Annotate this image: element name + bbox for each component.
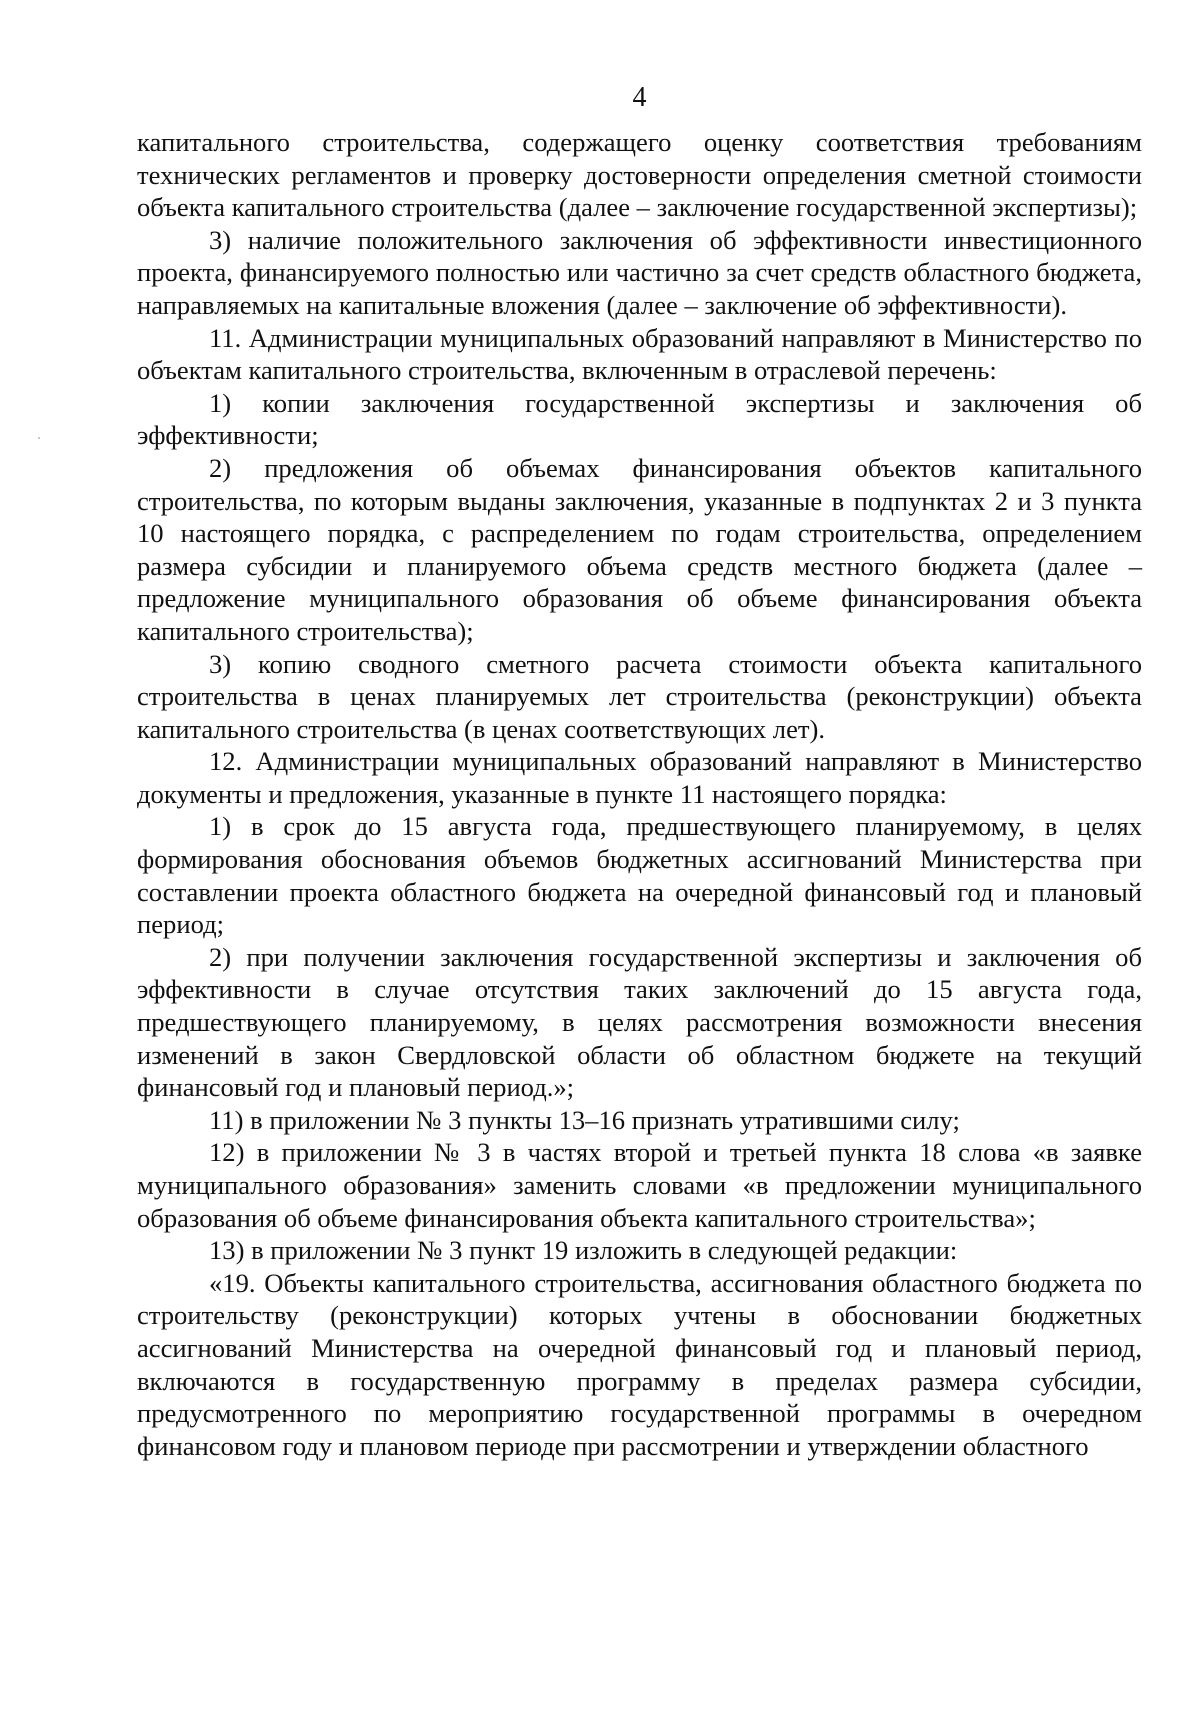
scan-dot — [38, 437, 40, 439]
page-number: 4 — [632, 82, 647, 113]
paragraph-point-11: 11. Администрации муниципальных образований направляют в Министерство по объектам капитального строительства, включенным в отраслевой перечень: — [137, 322, 1142, 386]
paragraph-point-19-text: «19. Объекты капитального строительства, ассигнования областного бюджета по строительству (реконструкции) которых учтены в обосновании бюджетных ассигнований Министерства на очередной финансовый год и плановый период, включаются в государственную программу в пределах размера субсидии, предусмотренного по мероприятию государственной программы в очередном финансовом году и плановом периоде при рассмотрении и утверждении областного — [137, 1267, 1142, 1461]
document-page — [137, 0, 1142, 1714]
paragraph-point-12-item-1: 1) в срок до 15 августа года, предшествующего планируемому, в целях формирования обоснования объемов бюджетных ассигнований Министерства при составлении проекта областного бюджета на очередной финансовый год и плановый период; — [137, 811, 1142, 940]
paragraph-point-12-item-2: 2) при получении заключения государственной экспертизы и заключения об эффективности в случае отсутствия таких заключений до 15 августа года, предшествующего планируемому, в целях рассмотрения возможности внесения изменений в закон Свердловской области об областном бюджете на текущий финансовый год и плановый период.»; — [137, 941, 1142, 1103]
paragraph-item-3-efficiency: 3) наличие положительного заключения об эффективности инвестиционного проекта, финансируемого полностью или частично за счет средств областного бюджета, направляемых на капитальные вложения (далее – заключение об эффективности). — [137, 224, 1142, 320]
paragraph-amendment-12: 12) в приложении № 3 в частях второй и третьей пункта 18 слова «в заявке муниципального образования» заменить словами «в предложении муниципального образования об объеме финансирования объекта капитального строительства»; — [137, 1137, 1142, 1233]
paragraph-amendment-11: 11) в приложении № 3 пункты 13–16 признать утратившими силу; — [209, 1104, 960, 1135]
paragraph-point-11-item-3: 3) копию сводного сметного расчета стоимости объекта капитального строительства в ценах планируемых лет строительства (реконструкции) объекта капитального строительства (в ценах соответствующих лет). — [137, 648, 1142, 744]
document-body — [137, 126, 1142, 1462]
paragraph-point-12: 12. Администрации муниципальных образований направляют в Министерство документы и предложения, указанные в пункте 11 настоящего порядка: — [137, 746, 1142, 809]
paragraph-point-11-item-2: 2) предложения об объемах финансирования объектов капитального строительства, по которым выданы заключения, указанные в подпунктах 2 и 3 пункта 10 настоящего порядка, с распределением по годам строительства, определением размера субсидии и планируемого объема средств местного бюджета (далее – предложение муниципального образования об объеме финансирования объекта капитального строительства); — [137, 452, 1142, 646]
paragraph-amendment-13: 13) в приложении № 3 пункт 19 изложить в следующей редакции: — [209, 1235, 958, 1266]
paragraph-point-11-item-1: 1) копии заключения государственной экспертизы и заключения об эффективности; — [137, 387, 1142, 451]
paragraph-continuation: капитального строительства, содержащего оценку соответствия требованиям технических регламентов и проверку достоверности определения сметной стоимости объекта капитального строительства (далее – заключение государственной экспертизы); — [137, 127, 1142, 223]
